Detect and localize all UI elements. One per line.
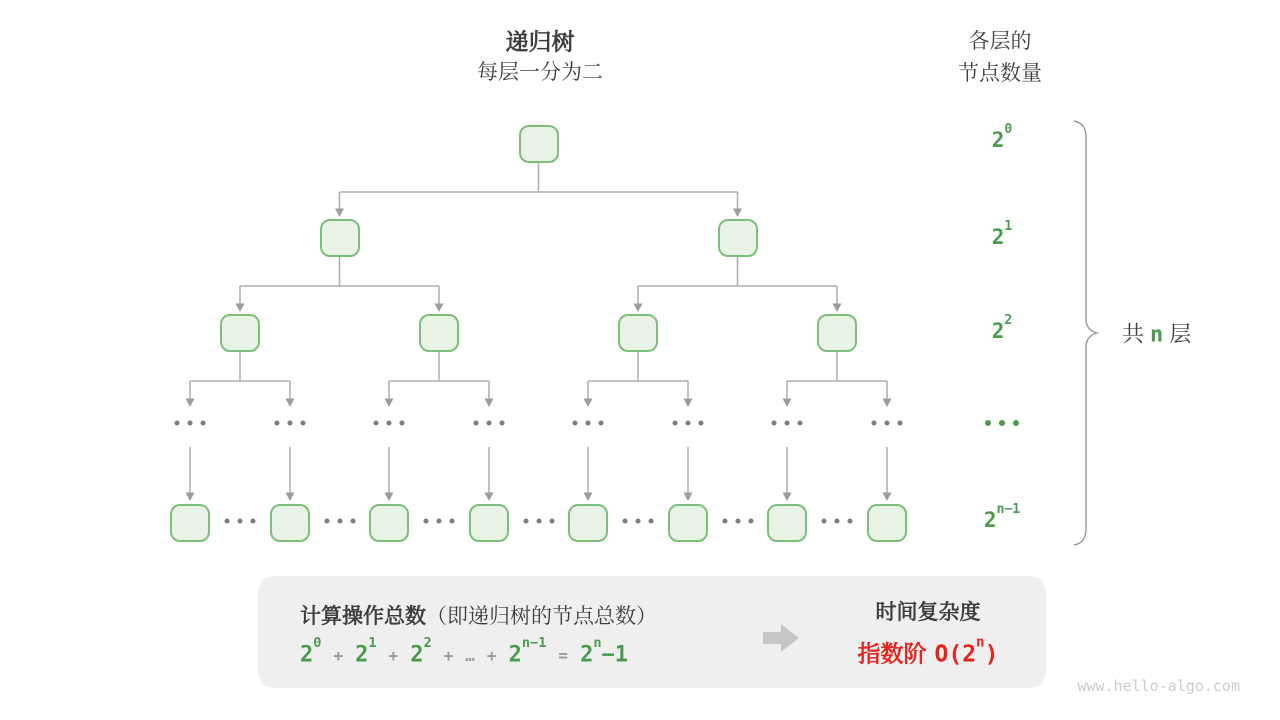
level-count-label: $2^2$: [991, 313, 1013, 343]
brace-suffix: 层: [1169, 321, 1192, 347]
brace-prefix: 共: [1122, 321, 1145, 347]
level-count-label: $2^{n-1}$: [983, 502, 1021, 532]
formula-operator: …: [465, 646, 475, 666]
result-prefix: 指数阶: [857, 640, 927, 667]
right-header-line1: 各层的: [968, 30, 1032, 53]
formula-operator: +: [443, 646, 454, 666]
level-count-label: $2^1$: [991, 219, 1013, 249]
result-title: 时间复杂度: [875, 601, 981, 624]
formula-operator: =: [558, 646, 569, 666]
diagram-title: 递归树: [505, 28, 575, 55]
result-math: O(2$^n$): [934, 634, 999, 668]
diagram-subtitle: 每层一分为二: [477, 61, 603, 84]
formula-operator: +: [333, 646, 344, 666]
level-count-label: $2^0$: [991, 122, 1013, 152]
right-header-line2: 节点数量: [958, 62, 1042, 85]
formula-term: $2^1$: [355, 634, 377, 668]
result-value: [858, 636, 999, 669]
formula-operator: +: [388, 646, 399, 666]
formula-term: $2^{n-1}$: [508, 634, 547, 668]
formula-term: $2^2$: [410, 634, 432, 668]
formula-term: $2^n-1$: [580, 634, 629, 668]
formula-term: $2^0$: [300, 634, 322, 668]
summary-heading-note: （即递归树的节点总数）: [426, 605, 657, 628]
watermark: www.hello-algo.com: [1077, 677, 1240, 695]
summary-heading-bold: 计算操作总数: [300, 605, 426, 628]
brace-n: n: [1150, 322, 1164, 348]
formula-operator: +: [486, 646, 497, 666]
